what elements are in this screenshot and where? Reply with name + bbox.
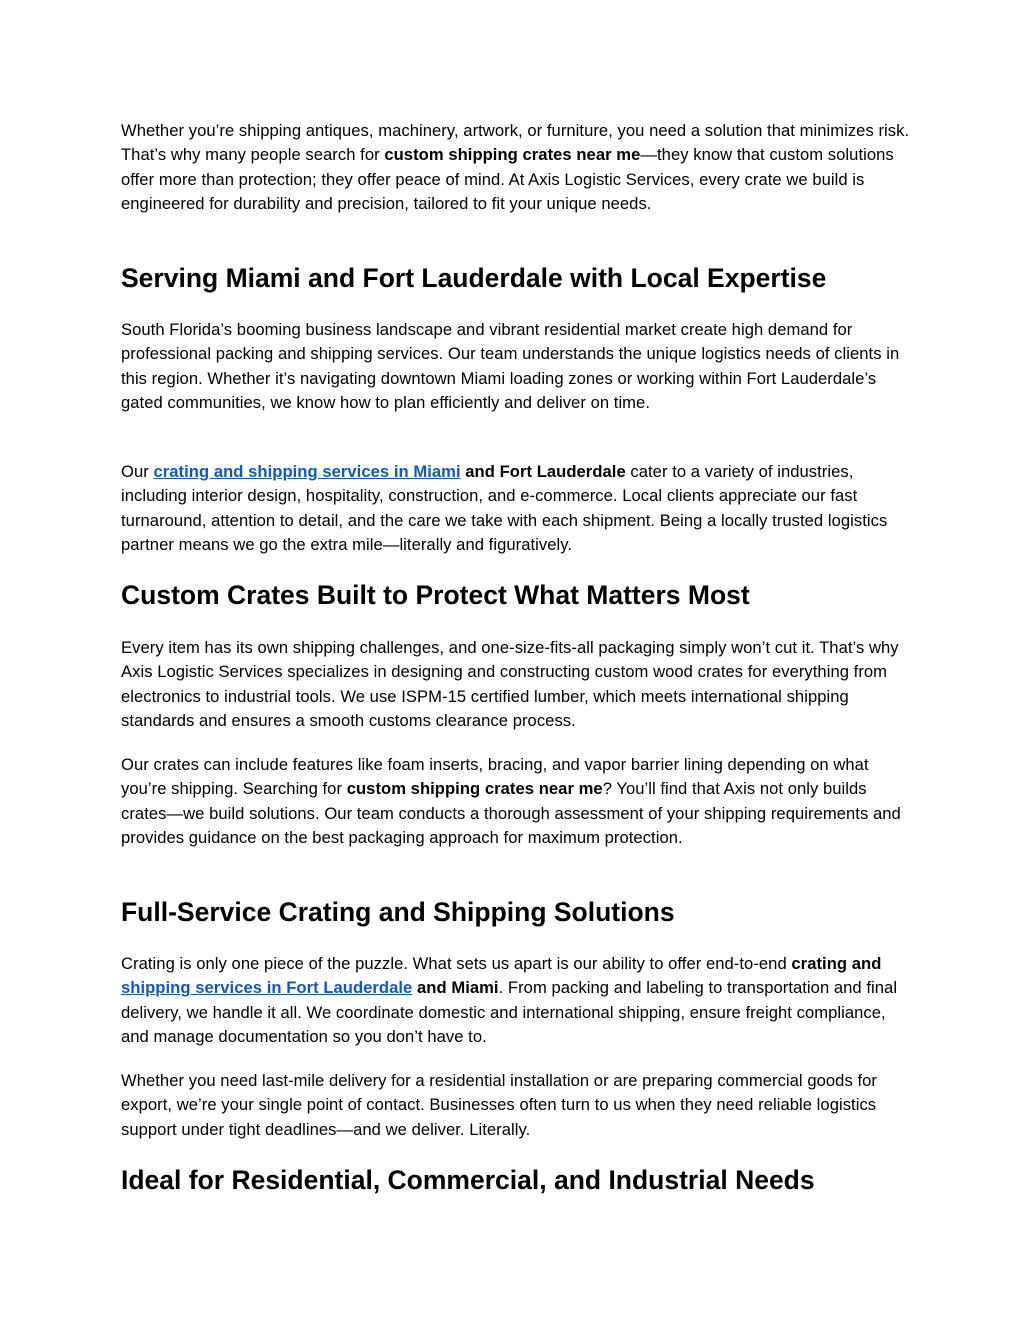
miami-bold-text: and Fort Lauderdale — [460, 462, 626, 481]
miami-text-end: cater to a variety of industries, including interior design, hospitality, construction, and e-commerce. Local clients appreciate our fast turnaround, attention to detail, and the care we take with each shipment. Being a locally trusted logistics partner means we go the extra mile—literally and figuratively. — [121, 462, 888, 555]
miami-services-paragraph — [121, 460, 911, 558]
intro-paragraph — [121, 119, 911, 217]
end-to-end-bold-a: crating and — [791, 954, 882, 973]
features-text-start: Our crates can include features like foam inserts, bracing, and vapor barrier lining depending on what you’re shipping. Searching for — [121, 755, 869, 799]
fort-lauderdale-services-link[interactable]: shipping services in Fort Lauderdale — [121, 978, 413, 998]
heading-serving-miami: Serving Miami and Fort Lauderdale with Local Expertise — [121, 263, 827, 293]
heading-custom-crates: Custom Crates Built to Protect What Matters Most — [121, 580, 750, 610]
miami-text-start: Our — [121, 462, 154, 481]
miami-services-link[interactable]: crating and shipping services in Miami — [153, 462, 461, 481]
south-florida-paragraph: South Florida’s booming business landscape and vibrant residential market create high demand for professional packing and shipping services. Our team understands the unique logistics needs of clients in this region. Whether it’s navigating downtown Miami loading zones or working within Fort Lauderdale’s gated communities, we know how to plan efficiently and deliver on time. — [121, 320, 900, 413]
shipping-challenges-paragraph: Every item has its own shipping challenges, and one-size-fits-all packaging simply won’t cut it. That’s why Axis Logistic Services specializes in designing and constructing custom wood crates for everything from electronics to industrial tools. We use ISPM-15 certified lumber, which meets international shipping standards and ensures a smooth customs clearance process. — [121, 638, 899, 731]
end-to-end-text-end: . From packing and labeling to transportation and final delivery, we handle it all. We coordinate domestic and international shipping, ensure freight compliance, and manage documentation so you don’t have to. — [121, 978, 898, 1047]
heading-ideal-for: Ideal for Residential, Commercial, and Industrial Needs — [121, 1165, 815, 1195]
features-text-end: ? You’ll find that Axis not only builds crates—we build solutions. Our team conducts a thorough assessment of your shipping requirements and provides guidance on the best packaging approach for maximum protection. — [121, 779, 901, 848]
end-to-end-bold-b: and Miami — [412, 978, 499, 998]
intro-keyword-bold: custom shipping crates near me — [384, 145, 641, 165]
end-to-end-text-start: Crating is only one piece of the puzzle. What sets us apart is our ability to offer end-to-end — [121, 954, 792, 973]
heading-full-service: Full-Service Crating and Shipping Solutions — [121, 897, 675, 927]
intro-text-end: —they know that custom solutions offer more than protection; they offer peace of mind. At Axis Logistic Services, every crate we build is engineered for durability and precision, tailored to fit your unique needs. — [121, 145, 894, 214]
last-mile-paragraph: Whether you need last-mile delivery for a residential installation or are preparing commercial goods for export, we’re your single point of contact. Businesses often turn to us when they need reliable logistics support under tight deadlines—and we deliver. Literally. — [121, 1071, 877, 1139]
crate-features-paragraph — [121, 753, 911, 851]
end-to-end-paragraph — [121, 952, 911, 1050]
intro-text-start: Whether you’re shipping antiques, machinery, artwork, or furniture, you need a solution that minimizes risk. That’s why many people search for — [121, 121, 910, 165]
features-keyword-bold: custom shipping crates near me — [346, 779, 603, 799]
